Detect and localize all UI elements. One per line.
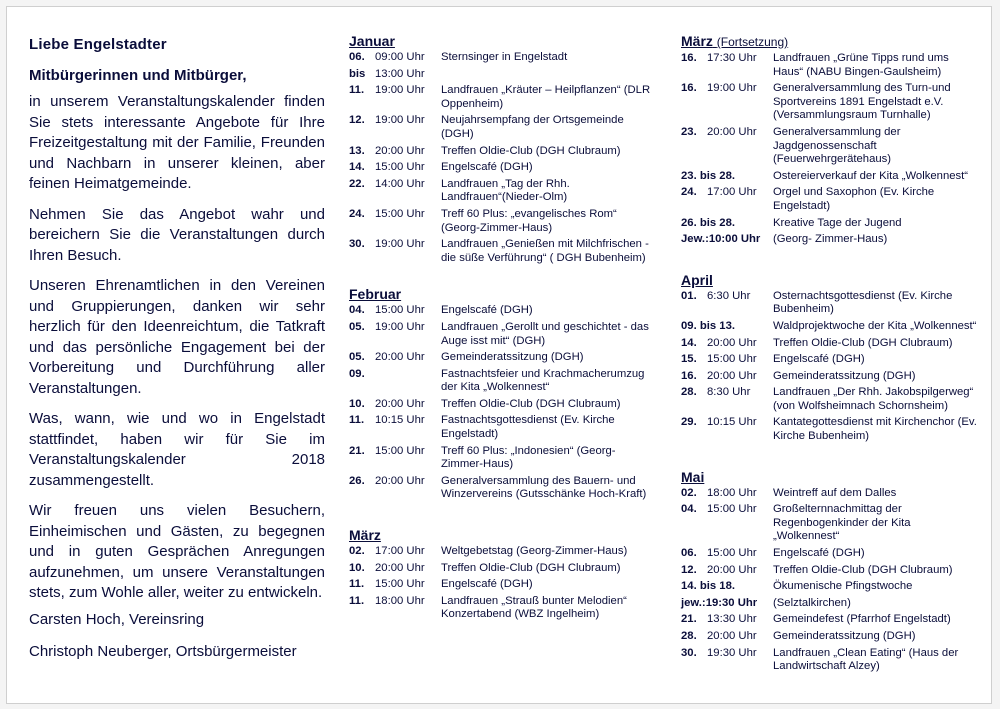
event-text: Treffen Oldie-Club (DGH Clubraum) <box>441 397 621 410</box>
event-text: Landfrauen „Genießen mit Milchfrischen - die süße Verführung“ ( DGH Bubenheim) <box>441 238 649 264</box>
event-time: 19:00 Uhr <box>375 320 425 333</box>
event-time: 19:00 Uhr <box>375 84 425 97</box>
month-heading <box>349 33 655 49</box>
event-row <box>681 233 979 247</box>
event-day: 23. <box>681 125 697 138</box>
event-time: 20:00 Uhr <box>375 561 425 574</box>
event-day: 12. <box>681 563 697 576</box>
calendar-page <box>6 6 992 704</box>
event-time: 17:00 Uhr <box>375 545 425 558</box>
event-text: Ostereierverkauf der Kita „Wolkennest“ <box>773 169 969 182</box>
intro-paragraph: Wir freuen uns vielen Besuchern, Einheimischen und Gästen, zu begegnen und in guten Gesprächen Anregungen aufzunehmen, um unsere Veranstaltungen stets, zum Wohle aller, weiter zu entwickeln. <box>29 502 325 601</box>
calendar-column-middle <box>349 33 655 625</box>
event-day: 16. <box>681 82 697 95</box>
event-row <box>349 398 655 412</box>
event-text: Generalversammlung des Turn-und Sportvereins 1891 Engelstadt e.V. (Versammlungsraum Turnhalle) <box>773 82 951 122</box>
greeting-line-1: Liebe Engelstadter <box>29 36 167 53</box>
event-day: 01. <box>681 289 697 302</box>
event-time: 15:00 Uhr <box>707 503 757 516</box>
event-time: 15:00 Uhr <box>375 304 425 317</box>
event-time: 18:00 Uhr <box>375 594 425 607</box>
event-text: Landfrauen „Der Rhh. Jakobspilgerweg“ (von Wolfsheimnach Schornsheim) <box>773 386 974 412</box>
event-text: Landfrauen „Clean Eating“ (Haus der Landwirtschaft Alzey) <box>773 646 959 673</box>
event-text: Gemeinderatssitzung (DGH) <box>773 369 916 382</box>
event-text: Gemeinderatssitzung (DGH) <box>773 630 916 642</box>
event-row <box>349 51 655 65</box>
event-row <box>681 290 979 317</box>
event-time: 15:00 Uhr <box>375 161 425 174</box>
intro-paragraph: Was, wann, wie und wo in Engelstadt stattfindet, haben wir für Sie im Veranstaltungskalender 2018 zusammengestellt. <box>29 410 325 489</box>
event-text: Fastnachtsfeier und Krachmacherumzug der Kita „Wolkennest“ <box>441 367 645 394</box>
event-day: 10. <box>349 397 365 410</box>
event-text: Ökumenische Pfingstwoche <box>773 580 913 593</box>
event-time: 15:00 Uhr <box>707 353 757 366</box>
event-row <box>681 52 979 79</box>
event-time: 6:30 Uhr <box>707 289 751 302</box>
event-time: 20:00 Uhr <box>707 125 757 138</box>
month-section-mai <box>681 469 979 674</box>
greeting-line-2: Mitbürgerinnen und Mitbürger, <box>29 67 247 84</box>
event-text: Orgel und Saxophon (Ev. Kirche Engelstadt) <box>773 186 935 212</box>
event-time: 20:00 Uhr <box>707 563 757 576</box>
event-day: 28. <box>681 630 697 642</box>
month-heading <box>349 527 655 543</box>
event-text: Weltgebetstag (Georg-Zimmer-Haus) <box>441 545 628 558</box>
event-row <box>681 217 979 231</box>
event-day: 12. <box>349 114 365 127</box>
event-row <box>349 84 655 111</box>
event-time: 10:15 Uhr <box>375 414 425 427</box>
event-text: Gemeindefest (Pfarrhof Engelstadt) <box>773 613 951 626</box>
event-time: 13:00 Uhr <box>375 67 425 80</box>
event-row <box>681 503 979 544</box>
month-title: März <box>349 527 381 544</box>
intro-paragraph: in unserem Veranstaltungskalender finden Sie stets interessante Angebote für Ihre Freizeitgestaltung mit der Familie, Freunden und Nachbarn in unserer kleinen, aber feinen Heimatgemeinde. <box>29 93 325 192</box>
event-row <box>349 304 655 318</box>
event-day: 11. <box>349 84 365 97</box>
event-row <box>681 82 979 123</box>
event-text: Engelscafé (DGH) <box>441 578 533 591</box>
event-row <box>681 487 979 501</box>
event-time: 20:00 Uhr <box>707 630 757 642</box>
event-day: 11. <box>349 414 365 427</box>
event-day: 30. <box>681 646 697 659</box>
event-day: 11. <box>349 578 365 591</box>
event-text: Generalversammlung der Jagdgenossenschaft (Feuerwehrgerätehaus) <box>773 125 901 166</box>
event-time: 20:00 Uhr <box>375 144 425 157</box>
event-day: 24. <box>681 186 697 199</box>
event-day: Jew.:10:00 Uhr <box>681 233 761 246</box>
month-title: Januar <box>349 33 395 49</box>
event-time: 14:00 Uhr <box>375 177 425 190</box>
event-time: 20:00 Uhr <box>375 351 425 364</box>
event-row <box>349 145 655 159</box>
event-time: 18:00 Uhr <box>707 486 757 499</box>
event-time: 15:00 Uhr <box>375 578 425 591</box>
event-day: bis <box>349 67 366 80</box>
calendar-column-right <box>681 33 979 677</box>
event-day: 14. <box>681 336 697 349</box>
event-row <box>349 238 655 265</box>
event-row <box>681 337 979 351</box>
month-section-maerz <box>349 527 655 622</box>
event-time: 17:30 Uhr <box>707 52 757 64</box>
event-time: 19:30 Uhr <box>707 646 757 659</box>
event-day: 30. <box>349 238 365 251</box>
event-text: Treffen Oldie-Club (DGH Clubraum) <box>773 336 953 349</box>
event-day: 13. <box>349 144 365 157</box>
intro-paragraph: Unseren Ehrenamtlichen in den Vereinen und Gruppierungen, danken wir sehr herzlich für den Ideenreichtum, die Tatkraft und das persönliche Engagement bei der Vorbereitung und Durchführung aller Veranstaltungen. <box>29 277 325 397</box>
event-time: 13:30 Uhr <box>707 613 757 626</box>
event-time: 20:00 Uhr <box>707 336 757 349</box>
event-text: Gemeinderatssitzung (DGH) <box>441 351 584 364</box>
event-row <box>681 416 979 443</box>
event-day: 21. <box>349 444 365 457</box>
event-day: 28. <box>681 386 697 399</box>
month-heading <box>681 33 979 50</box>
event-day: 24. <box>349 207 365 220</box>
event-text: Osternachtsgottesdienst (Ev. Kirche Bubenheim) <box>773 289 953 316</box>
event-time: 15:00 Uhr <box>375 207 425 220</box>
event-text: Weintreff auf dem Dalles <box>773 486 897 499</box>
event-row <box>681 597 979 611</box>
intro-column <box>29 35 325 662</box>
event-text: Fastnachtsgottesdienst (Ev. Kirche Engelstadt) <box>441 414 615 441</box>
event-time: 19:00 Uhr <box>375 238 425 251</box>
event-row <box>681 386 979 413</box>
event-row <box>681 370 979 384</box>
event-text: Treffen Oldie-Club (DGH Clubraum) <box>441 561 621 574</box>
event-row <box>681 580 979 594</box>
event-text <box>441 68 655 82</box>
event-text: (Georg- Zimmer-Haus) <box>773 233 888 246</box>
month-section-maerz-fortsetzung <box>681 33 979 247</box>
event-text: Treffen Oldie-Club (DGH Clubraum) <box>441 144 621 157</box>
event-text: Treffen Oldie-Club (DGH Clubraum) <box>773 563 953 576</box>
event-row <box>681 170 979 184</box>
event-row <box>681 186 979 213</box>
event-day: 15. <box>681 353 697 366</box>
event-day: 16. <box>681 369 697 382</box>
event-day: 04. <box>349 304 365 317</box>
event-day: 14. <box>349 161 365 174</box>
signature-vereinsring: Carsten Hoch, Vereinsring <box>29 610 205 628</box>
event-day: 02. <box>681 486 697 499</box>
event-row <box>349 545 655 559</box>
event-row <box>681 547 979 561</box>
event-text: Landfrauen „Kräuter – Heilpflanzen“ (DLR Oppenheim) <box>441 84 651 110</box>
event-text: Treff 60 Plus: „evangelisches Rom“ (Georg-Zimmer-Haus) <box>441 207 617 234</box>
event-day: 05. <box>349 320 365 333</box>
event-row <box>349 351 655 365</box>
event-day: 22. <box>349 177 365 190</box>
month-title: Mai <box>681 468 705 485</box>
event-row <box>681 647 979 674</box>
event-time: 09:00 Uhr <box>375 51 425 63</box>
month-section-januar <box>349 33 655 265</box>
event-row <box>681 613 979 627</box>
event-text: Treff 60 Plus: „Indonesien“ (Georg-Zimmer-Haus) <box>441 444 616 471</box>
event-text: Waldprojektwoche der Kita „Wolkennest“ <box>773 319 977 332</box>
event-day: 04. <box>681 503 697 516</box>
event-day: 09. bis 13. <box>681 319 736 332</box>
month-subtitle: (Fortsetzung) <box>716 35 789 49</box>
event-row <box>349 475 655 502</box>
event-day: 26. <box>349 474 365 487</box>
event-day: 10. <box>349 561 365 574</box>
event-text: Generalversammlung des Bauern- und Winzervereins (Gutsschänke Hoch-Kraft) <box>441 474 647 501</box>
event-day: 06. <box>681 547 697 560</box>
intro-paragraph: Nehmen Sie das Angebot wahr und bereichern Sie die Veranstaltungen durch Ihren Besuch. <box>29 205 325 264</box>
event-day: 09. <box>349 367 365 380</box>
event-time: 19:00 Uhr <box>375 114 425 127</box>
month-title: April <box>681 271 713 288</box>
event-time: 20:00 Uhr <box>375 474 425 487</box>
event-text: Landfrauen „Gerollt und geschichtet - das Auge isst mit“ (DGH) <box>441 320 649 347</box>
event-text: Landfrauen „Grüne Tipps rund ums Haus“ (NABU Bingen-Gaulsheim) <box>773 52 949 78</box>
event-row <box>681 126 979 167</box>
event-row <box>349 68 655 82</box>
event-day: 05. <box>349 351 365 364</box>
event-row <box>681 353 979 367</box>
event-time: 15:00 Uhr <box>375 444 425 457</box>
event-time: 10:15 Uhr <box>707 416 757 429</box>
event-text: Engelscafé (DGH) <box>773 353 865 366</box>
event-text: Engelscafé (DGH) <box>441 161 533 174</box>
signature-buergermeister: Christoph Neuberger, Ortsbürgermeister <box>29 642 297 660</box>
event-row <box>681 630 979 644</box>
event-row <box>349 578 655 592</box>
event-day: 14. bis 18. <box>681 580 736 593</box>
month-title: Februar <box>349 286 402 303</box>
event-day: 06. <box>349 51 365 63</box>
event-time: 17:00 Uhr <box>707 186 757 199</box>
event-text: Landfrauen „Tag der Rhh. Landfrauen“(Nieder-Olm) <box>441 177 570 204</box>
event-row <box>349 595 655 622</box>
event-row <box>681 564 979 578</box>
month-heading <box>349 286 655 302</box>
event-row <box>349 114 655 141</box>
event-text: Engelscafé (DGH) <box>773 547 865 560</box>
event-time: 15:00 Uhr <box>707 547 757 560</box>
event-row <box>349 178 655 205</box>
event-day: 02. <box>349 545 365 558</box>
event-text: Großelternnachmittag der Regenbogenkinder der Kita „Wolkennest“ <box>773 503 911 543</box>
event-text: Landfrauen „Strauß bunter Melodien“ Konzertabend (WBZ Ingelheim) <box>441 594 627 621</box>
event-row <box>349 321 655 348</box>
event-day: 16. <box>681 52 697 64</box>
event-text: (Selztalkirchen) <box>773 596 851 609</box>
event-text: Engelscafé (DGH) <box>441 304 533 317</box>
event-row <box>349 445 655 472</box>
event-day: 21. <box>681 613 697 626</box>
event-row <box>349 562 655 576</box>
event-row <box>681 320 979 334</box>
event-time: 20:00 Uhr <box>375 397 425 410</box>
event-time: 8:30 Uhr <box>707 386 751 399</box>
event-row <box>349 414 655 441</box>
event-time: 19:00 Uhr <box>707 82 757 95</box>
event-text: Kantategottesdienst mit Kirchenchor (Ev. Kirche Bubenheim) <box>773 416 977 443</box>
event-row <box>349 368 655 395</box>
month-heading <box>681 272 979 288</box>
event-day: 26. bis 28. <box>681 216 736 229</box>
event-day: 23. bis 28. <box>681 169 736 182</box>
event-day: 11. <box>349 594 365 607</box>
event-day: jew.:19:30 Uhr <box>681 596 758 609</box>
event-row <box>349 208 655 235</box>
month-heading <box>681 469 979 485</box>
event-text: Kreative Tage der Jugend <box>773 216 902 229</box>
month-section-april <box>681 272 979 444</box>
event-time <box>375 368 441 395</box>
event-time: 20:00 Uhr <box>707 369 757 382</box>
month-section-februar <box>349 286 655 502</box>
event-row <box>349 161 655 175</box>
event-day: 29. <box>681 416 697 429</box>
month-title: März <box>681 33 713 49</box>
event-text: Neujahrsempfang der Ortsgemeinde (DGH) <box>441 114 624 140</box>
event-text: Sternsinger in Engelstadt <box>441 51 568 63</box>
